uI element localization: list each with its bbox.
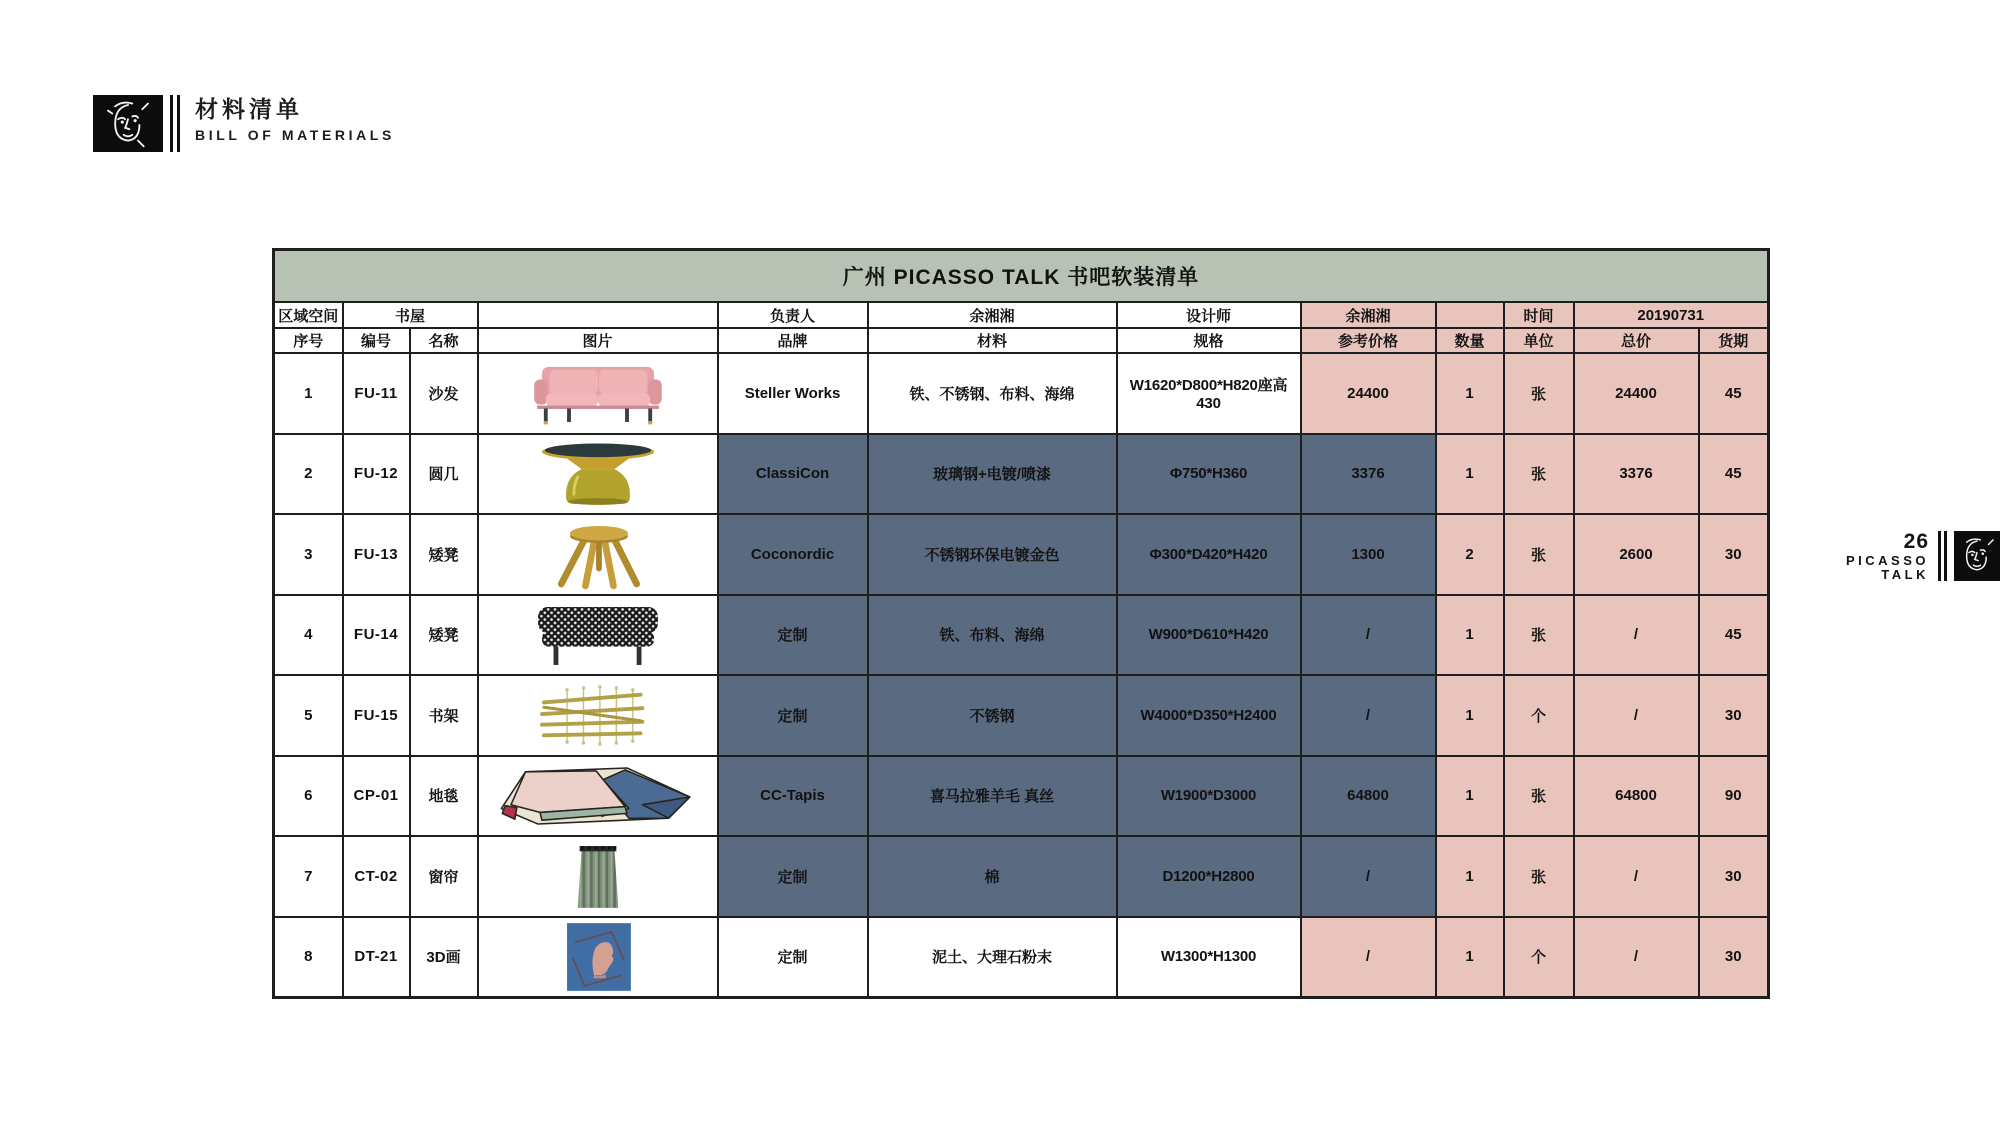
cell-material: 不锈钢环保电镀金色 [868,514,1117,595]
cell-ref-price: / [1301,595,1436,676]
page-number: 26 [1903,530,1929,553]
cell-lead-time: 90 [1699,756,1769,837]
cell-brand: Steller Works [718,353,868,434]
cell-item-code: FU-12 [343,434,410,515]
cell-item-code: DT-21 [343,917,410,998]
table-row [274,756,1769,837]
header-code: 编号 [343,328,410,353]
cell-quantity: 1 [1436,595,1504,676]
cell-quantity: 1 [1436,917,1504,998]
cell-brand: 定制 [718,836,868,917]
cell-unit: 张 [1504,836,1574,917]
table-row [274,675,1769,756]
double-bar-divider [170,95,181,152]
header-time: 时间 [1504,302,1574,328]
header-qty-blank [1436,302,1504,328]
header-row-2 [274,328,1769,353]
cell-ref-price: 1300 [1301,514,1436,595]
cell-total-price: / [1574,836,1699,917]
cell-item-name: 矮凳 [410,514,478,595]
header-brand: 品牌 [718,328,868,353]
cell-brand: 定制 [718,675,868,756]
table-row [274,434,1769,515]
cell-item-code: FU-14 [343,595,410,676]
shelf-image [478,675,718,756]
cell-quantity: 1 [1436,836,1504,917]
cell-total-price: 3376 [1574,434,1699,515]
header-designer-name: 余湘湘 [1301,302,1436,328]
cell-item-code: CP-01 [343,756,410,837]
cell-item-name: 矮凳 [410,595,478,676]
cell-material: 玻璃钢+电镀/喷漆 [868,434,1117,515]
cell-unit: 张 [1504,595,1574,676]
cell-item-name: 沙发 [410,353,478,434]
cell-serial-number: 2 [274,434,343,515]
cell-unit: 张 [1504,353,1574,434]
cell-material: 铁、不锈钢、布料、海绵 [868,353,1117,434]
cell-serial-number: 3 [274,514,343,595]
cell-lead-time: 45 [1699,595,1769,676]
header-image: 图片 [478,328,718,353]
cell-brand: CC-Tapis [718,756,868,837]
cell-quantity: 1 [1436,675,1504,756]
cell-lead-time: 30 [1699,836,1769,917]
cell-total-price: / [1574,675,1699,756]
cell-unit: 张 [1504,434,1574,515]
cell-unit: 张 [1504,756,1574,837]
table-row [274,353,1769,434]
cell-ref-price: / [1301,836,1436,917]
cell-spec: W900*D610*H420 [1117,595,1301,676]
table-row [274,836,1769,917]
header-lead: 货期 [1699,328,1769,353]
cell-total-price: 64800 [1574,756,1699,837]
header-name: 名称 [410,328,478,353]
cell-material: 泥土、大理石粉末 [868,917,1117,998]
cell-serial-number: 8 [274,917,343,998]
ottoman-image [478,595,718,676]
header-qty: 数量 [1436,328,1504,353]
cell-quantity: 2 [1436,514,1504,595]
cell-spec: W1900*D3000 [1117,756,1301,837]
page-subtitle: BILL OF MATERIALS [195,127,395,144]
header-image-blank [478,302,718,328]
cell-total-price: / [1574,595,1699,676]
header-area: 区域空间 [274,302,343,328]
sofa-image [478,353,718,434]
cell-ref-price: 3376 [1301,434,1436,515]
bill-of-materials-table [272,248,1770,999]
cell-unit: 个 [1504,675,1574,756]
cell-serial-number: 4 [274,595,343,676]
cell-spec: W1300*H1300 [1117,917,1301,998]
cell-ref-price: 24400 [1301,353,1436,434]
cell-unit: 张 [1504,514,1574,595]
header-manager: 负责人 [718,302,868,328]
cell-total-price: 24400 [1574,353,1699,434]
cell-ref-price: / [1301,675,1436,756]
header-date: 20190731 [1574,302,1769,328]
cell-serial-number: 5 [274,675,343,756]
cell-total-price: 2600 [1574,514,1699,595]
cell-item-name: 窗帘 [410,836,478,917]
page-brand-line1: PICASSO [1845,552,1929,568]
header-unit: 单位 [1504,328,1574,353]
page-title: 材料清单 [195,96,303,122]
cell-item-name: 圆几 [410,434,478,515]
cell-item-code: FU-13 [343,514,410,595]
table-row [274,917,1769,998]
cell-lead-time: 30 [1699,917,1769,998]
brand-header [93,95,395,152]
header-manager-name: 余湘湘 [868,302,1117,328]
cell-ref-price: / [1301,917,1436,998]
cell-spec: W1620*D800*H820座高430 [1117,353,1301,434]
double-bar-divider [1938,531,1948,581]
cell-serial-number: 7 [274,836,343,917]
table-row [274,514,1769,595]
cell-spec: Φ300*D420*H420 [1117,514,1301,595]
cell-unit: 个 [1504,917,1574,998]
cell-spec: D1200*H2800 [1117,836,1301,917]
picasso-face-logo-icon [93,95,163,152]
cell-spec: Φ750*H360 [1117,434,1301,515]
cell-item-name: 地毯 [410,756,478,837]
cell-lead-time: 45 [1699,434,1769,515]
header-ref-price: 参考价格 [1301,328,1436,353]
header-row-1 [274,302,1769,328]
curtain-image [478,836,718,917]
rug-image [478,756,718,837]
picasso-face-logo-icon [1954,531,2000,581]
cell-item-name: 3D画 [410,917,478,998]
header-house: 书屋 [343,302,478,328]
cell-brand: ClassiCon [718,434,868,515]
table-title-row [274,250,1769,303]
cell-quantity: 1 [1436,434,1504,515]
table-title: 广州 PICASSO TALK 书吧软装清单 [274,250,1769,303]
cell-item-code: CT-02 [343,836,410,917]
cell-item-code: FU-11 [343,353,410,434]
cell-serial-number: 6 [274,756,343,837]
cell-brand: 定制 [718,917,868,998]
page-brand-line2: TALK [1881,567,1929,583]
cell-total-price: / [1574,917,1699,998]
cell-lead-time: 45 [1699,353,1769,434]
cell-material: 棉 [868,836,1117,917]
table-row [274,595,1769,676]
cell-quantity: 1 [1436,353,1504,434]
art-3d-image [478,917,718,998]
header-material: 材料 [868,328,1117,353]
cell-material: 喜马拉雅羊毛 真丝 [868,756,1117,837]
cell-lead-time: 30 [1699,514,1769,595]
cell-brand: Coconordic [718,514,868,595]
cell-quantity: 1 [1436,756,1504,837]
header-no: 序号 [274,328,343,353]
side-table-image [478,434,718,515]
cell-serial-number: 1 [274,353,343,434]
cell-material: 铁、布料、海绵 [868,595,1117,676]
cell-item-name: 书架 [410,675,478,756]
header-designer: 设计师 [1117,302,1301,328]
cell-item-code: FU-15 [343,675,410,756]
cell-ref-price: 64800 [1301,756,1436,837]
stool-image [478,514,718,595]
header-total: 总价 [1574,328,1699,353]
cell-spec: W4000*D350*H2400 [1117,675,1301,756]
page-tag [1846,530,2000,583]
header-spec: 规格 [1117,328,1301,353]
cell-brand: 定制 [718,595,868,676]
cell-material: 不锈钢 [868,675,1117,756]
cell-lead-time: 30 [1699,675,1769,756]
